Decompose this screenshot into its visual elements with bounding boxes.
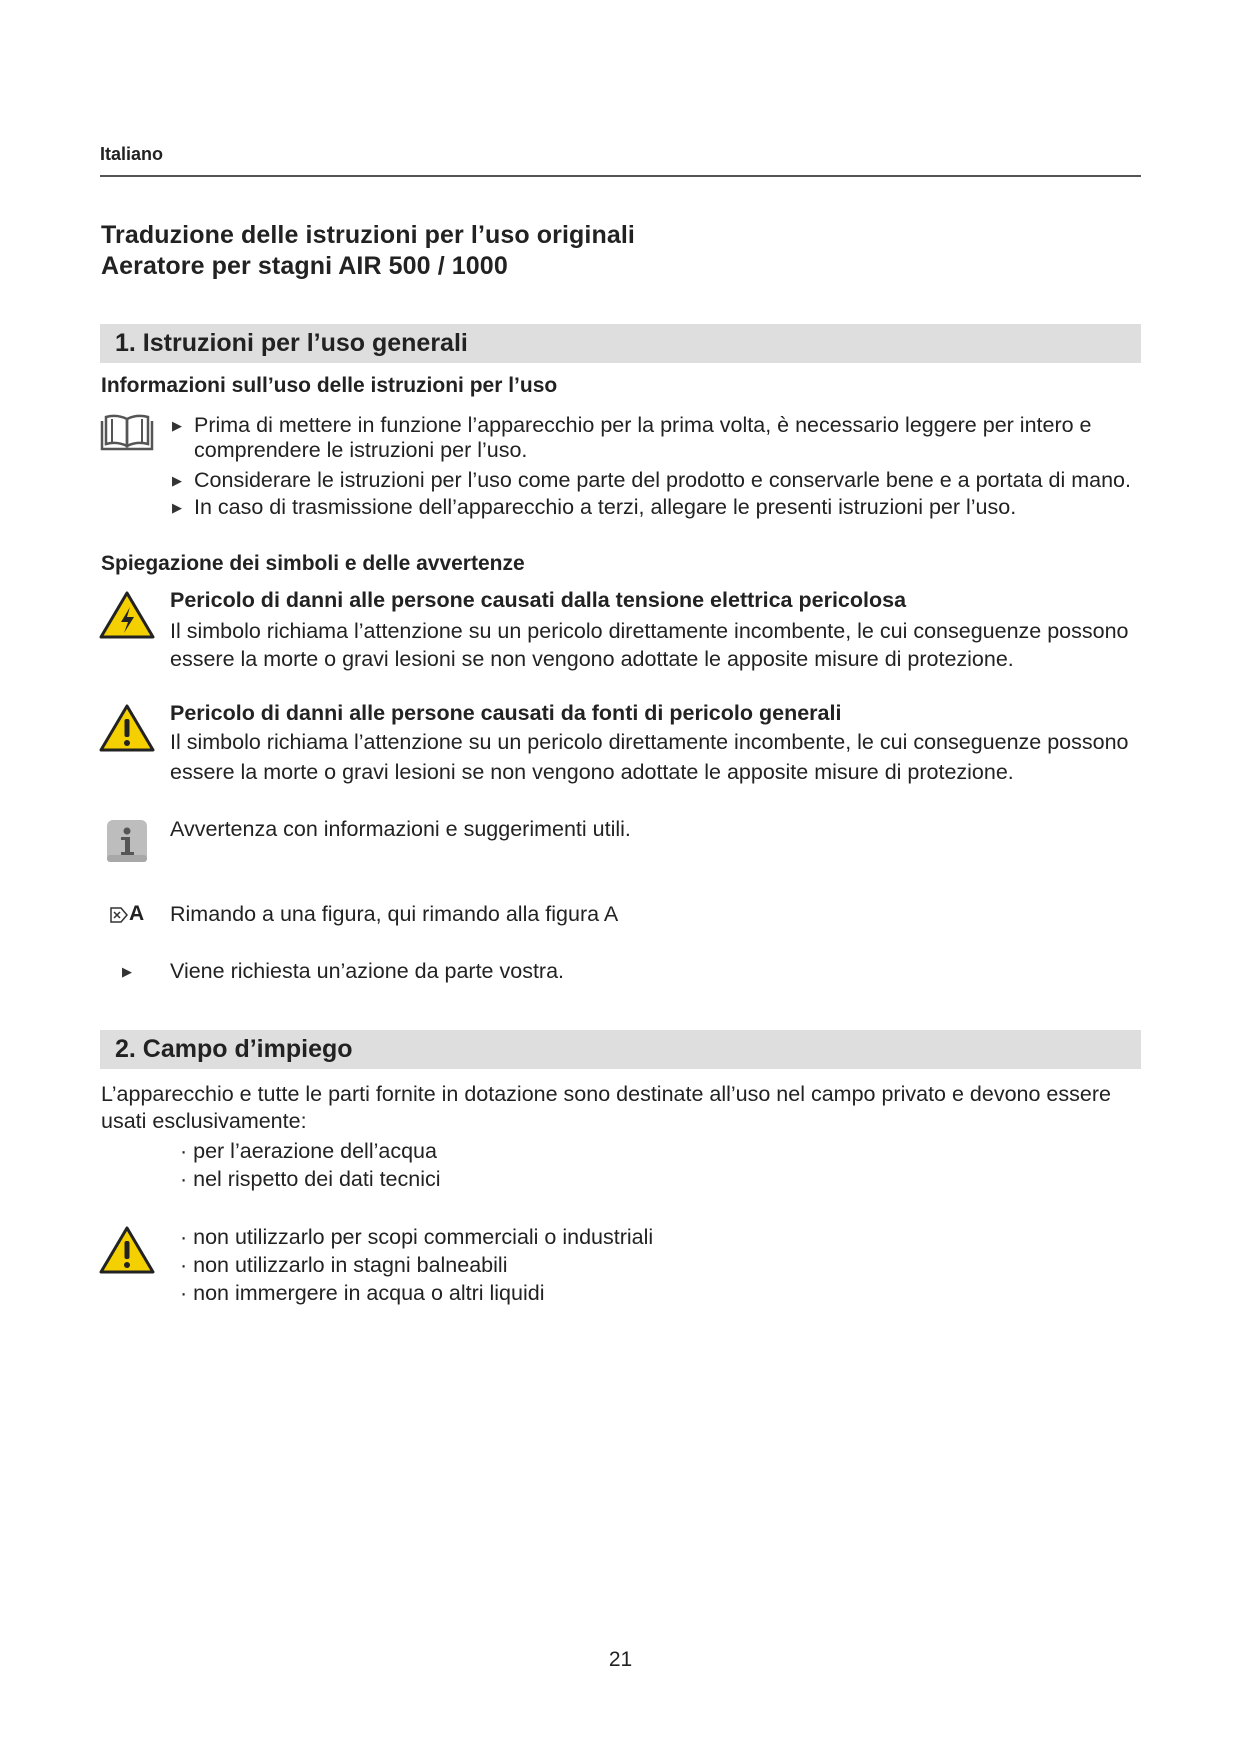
figure-reference-label: A [129, 902, 145, 925]
header-language: Italiano [100, 144, 164, 164]
instruction-bullet-2: Considerare le istruzioni per l’uso come parte del prodotto e conservarle bene e a portata di mano. [194, 468, 1131, 492]
electric-hazard-desc-2: essere la morte o gravi lesioni se non vengono adottate le apposite misure di protezione. [170, 647, 1014, 671]
bullet-arrow: ▶ [172, 418, 182, 433]
usage-warning-icon [99, 1225, 155, 1275]
symbols-subheading: Spiegazione dei simboli e delle avvertenze [101, 552, 525, 575]
bullet-arrow: ▶ [172, 500, 182, 515]
figure-reference-text: Rimando a una figura, qui rimando alla figura A [170, 902, 619, 926]
page-number: 21 [608, 1648, 633, 1671]
electric-hazard-desc-1: Il simbolo richiama l’attenzione su un pericolo direttamente incombente, le cui conseguenze possono [170, 619, 1129, 643]
usage-intro-1: L’apparecchio e tutte le parti fornite in dotazione sono destinate all’uso nel campo privato e devono essere [101, 1082, 1111, 1106]
bullet-arrow: ▶ [172, 473, 182, 488]
info-subheading: Informazioni sull’uso delle istruzioni per l’uso [101, 374, 558, 397]
action-arrow-icon: ▶ [122, 964, 132, 979]
forbidden-use-2: · non utilizzarlo in stagni balneabili [180, 1253, 508, 1277]
document-title-line2: Aeratore per stagni AIR 500 / 1000 [101, 252, 508, 280]
general-warning-desc-2: essere la morte o gravi lesioni se non vengono adottate le apposite misure di protezione. [170, 760, 1014, 784]
instruction-bullet-1: Prima di mettere in funzione l’apparecchio per la prima volta, è necessario leggere per intero e [194, 413, 1092, 437]
allowed-use-2: · nel rispetto dei dati tecnici [180, 1167, 441, 1191]
instruction-bullet-1-cont: comprendere le istruzioni per l’uso. [194, 438, 528, 462]
electric-hazard-title: Pericolo di danni alle persone causati dalla tensione elettrica pericolosa [170, 588, 907, 612]
book-icon [99, 413, 155, 453]
info-note-text: Avvertenza con informazioni e suggerimenti utili. [170, 817, 631, 841]
info-icon [106, 819, 148, 863]
instruction-bullet-3: In caso di trasmissione dell’apparecchio a terzi, allegare le presenti istruzioni per l’uso. [194, 495, 1017, 519]
forbidden-use-3: · non immergere in acqua o altri liquidi [180, 1281, 545, 1305]
general-warning-desc-1: Il simbolo richiama l’attenzione su un pericolo direttamente incombente, le cui conseguenze possono [170, 730, 1129, 754]
forbidden-use-1: · non utilizzarlo per scopi commerciali o industriali [180, 1225, 654, 1249]
usage-intro-2: usati esclusivamente: [101, 1109, 307, 1133]
general-warning-title: Pericolo di danni alle persone causati da fonti di pericolo generali [170, 701, 842, 725]
document-title-line1: Traduzione delle istruzioni per l’uso originali [101, 221, 635, 249]
general-warning-icon [99, 703, 155, 753]
action-text: Viene richiesta un’azione da parte vostra. [170, 959, 565, 983]
header-divider [100, 175, 1141, 177]
section-1-heading: 1. Istruzioni per l’uso generali [100, 324, 1141, 363]
electric-hazard-icon [99, 590, 155, 640]
figure-reference-icon [110, 907, 128, 923]
allowed-use-1: · per l’aerazione dell’acqua [180, 1139, 437, 1163]
section-2-heading: 2. Campo d’impiego [100, 1030, 1141, 1069]
